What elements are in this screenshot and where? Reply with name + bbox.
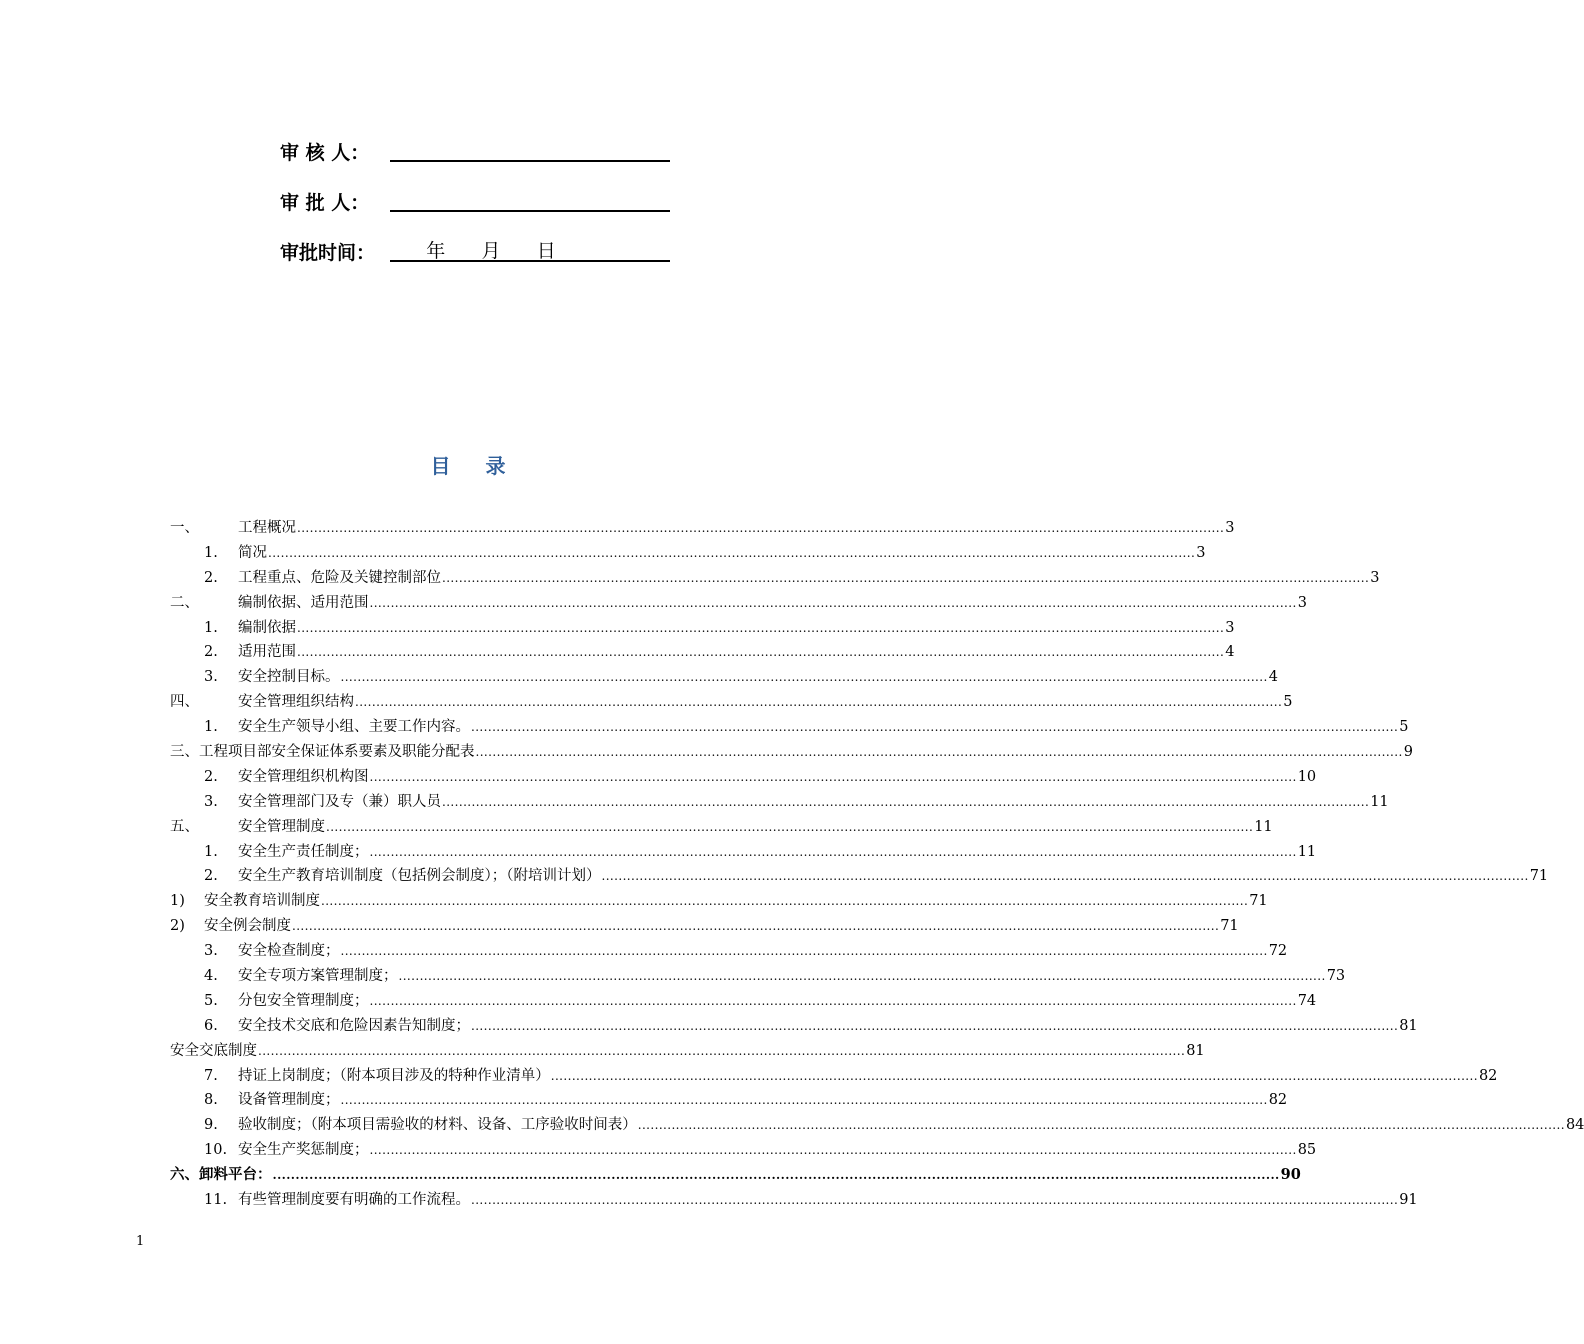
toc-entry-number: 3. xyxy=(204,793,218,810)
toc-entry-number: 7. xyxy=(204,1067,218,1084)
toc-entry-page: 84 xyxy=(1565,1117,1584,1134)
toc-entry-text: 安全生产奖惩制度； xyxy=(238,1142,369,1159)
toc-entry-number: 11. xyxy=(204,1192,228,1209)
toc-entry-page: 3 xyxy=(1196,544,1206,561)
toc-entry[interactable] xyxy=(170,516,1235,541)
toc-entry-number: 10. xyxy=(204,1142,228,1159)
toc-entry[interactable] xyxy=(170,715,1409,740)
toc-entry-text: 有些管理制度要有明确的工作流程。 xyxy=(238,1192,470,1209)
toc-dot-leader: ............................................................................................................................................................................................................................ xyxy=(369,993,1297,1008)
toc-entry-text: 安全交底制度 xyxy=(170,1042,257,1059)
toc-entry-number: 6. xyxy=(204,1017,218,1034)
toc-entry[interactable] xyxy=(170,1188,1418,1213)
toc-entry-text: 安全管理制度 xyxy=(238,818,325,835)
toc-entry-page: 81 xyxy=(1186,1042,1205,1059)
toc-entry-page: 91 xyxy=(1399,1192,1418,1209)
toc-entry-number: 1. xyxy=(204,619,218,636)
toc-dot-leader: ............................................................................................................................................................................................................................ xyxy=(272,1168,1280,1183)
toc-entry-page: 11 xyxy=(1297,843,1317,860)
toc-dot-leader: ............................................................................................................................................................................................................................ xyxy=(550,1068,1478,1083)
toc-entry-number: 五、 xyxy=(170,818,199,835)
toc-dot-leader: ............................................................................................................................................................................................................................ xyxy=(601,869,1529,884)
toc-dot-leader: ............................................................................................................................................................................................................................ xyxy=(292,919,1220,934)
toc-entry-text: 安全生产教育培训制度（包括例会制度）；（附培训计划） xyxy=(238,868,601,885)
toc-entry-page: 90 xyxy=(1280,1166,1301,1184)
toc-entry[interactable] xyxy=(170,591,1307,616)
approval-date-placeholder: 年 月 日 xyxy=(390,240,556,262)
toc-entry-text: 六、卸料平台： xyxy=(170,1166,272,1184)
toc-entry-page: 82 xyxy=(1478,1067,1498,1084)
toc-entry-number: 1. xyxy=(204,843,218,860)
toc-entry-number: 1) xyxy=(170,893,185,910)
toc-entry-page: 73 xyxy=(1326,968,1346,985)
toc-dot-leader: ............................................................................................................................................................................................................................ xyxy=(297,521,1225,535)
toc-entry-text: 安全管理部门及专（兼）职人员 xyxy=(238,793,441,810)
toc-entry[interactable] xyxy=(170,690,1293,715)
toc-entry[interactable] xyxy=(170,1113,1584,1138)
toc-entry-text: 设备管理制度； xyxy=(238,1092,340,1109)
toc-entry-page: 10 xyxy=(1297,768,1317,785)
toc-entry[interactable] xyxy=(170,566,1380,591)
toc-entry-number: 5. xyxy=(204,992,218,1009)
toc-entry-text: 简况 xyxy=(238,544,267,561)
toc-dot-leader: ............................................................................................................................................................................................................................ xyxy=(369,769,1297,784)
toc-dot-leader: ............................................................................................................................................................................................................................ xyxy=(475,745,1403,760)
toc-dot-leader: ............................................................................................................................................................................................................................ xyxy=(258,1043,1186,1058)
toc-entry-page: 4 xyxy=(1268,669,1278,686)
toc-entry-number: 4. xyxy=(204,968,218,985)
toc-entry-text: 编制依据、适用范围 xyxy=(238,594,369,611)
approval-time-line xyxy=(390,260,670,262)
toc-dot-leader: ............................................................................................................................................................................................................................ xyxy=(471,1193,1399,1208)
toc-entry-number: 3. xyxy=(204,669,218,686)
toc-entry-text: 安全技术交底和危险因素告知制度； xyxy=(238,1017,470,1034)
toc-dot-leader: ............................................................................................................................................................................................................................ xyxy=(637,1118,1565,1133)
toc-entry-text: 持证上岗制度；（附本项目涉及的特种作业清单） xyxy=(238,1067,550,1084)
toc-entry[interactable] xyxy=(170,939,1288,964)
toc-dot-leader: ............................................................................................................................................................................................................................ xyxy=(369,595,1297,610)
toc-entry-page: 11 xyxy=(1370,793,1389,810)
toc-entry-text: 验收制度；（附本项目需验收的材料、设备、工序验收时间表） xyxy=(238,1117,637,1134)
toc-entry[interactable] xyxy=(170,1088,1288,1113)
toc-entry[interactable] xyxy=(170,1014,1418,1039)
toc-entry-number: 四、 xyxy=(170,694,199,711)
toc-entry-number: 1. xyxy=(204,544,218,561)
toc-dot-leader: ............................................................................................................................................................................................................................ xyxy=(340,1093,1268,1108)
toc-entry-text: 安全控制目标。 xyxy=(238,669,340,686)
toc-entry-page: 3 xyxy=(1370,569,1380,586)
toc-dot-leader: ............................................................................................................................................................................................................................ xyxy=(442,570,1370,585)
table-of-contents xyxy=(170,516,1584,1213)
toc-dot-leader: ............................................................................................................................................................................................................................ xyxy=(297,620,1225,635)
toc-entry-text: 工程概况 xyxy=(238,520,296,536)
toc-entry-number: 二、 xyxy=(170,594,199,611)
toc-dot-leader: ............................................................................................................................................................................................................................ xyxy=(398,969,1326,984)
toc-entry-number: 2. xyxy=(204,868,218,885)
page-number: 1 xyxy=(136,1234,145,1249)
toc-dot-leader: ............................................................................................................................................................................................................................ xyxy=(355,695,1283,710)
toc-dot-leader: ............................................................................................................................................................................................................................ xyxy=(321,894,1249,909)
toc-entry-text: 工程重点、危险及关键控制部位 xyxy=(238,569,441,586)
toc-entry-page: 82 xyxy=(1268,1092,1288,1109)
toc-entry-page: 74 xyxy=(1297,992,1317,1009)
toc-entry[interactable] xyxy=(170,765,1317,790)
toc-entry-text: 安全检查制度； xyxy=(238,943,340,960)
toc-dot-leader: ............................................................................................................................................................................................................................ xyxy=(369,1143,1297,1158)
toc-entry-number: 8. xyxy=(204,1092,218,1109)
toc-entry[interactable] xyxy=(170,616,1235,641)
toc-entry-number: 2. xyxy=(204,768,218,785)
toc-dot-leader: ............................................................................................................................................................................................................................ xyxy=(297,645,1225,660)
toc-entry-page: 3 xyxy=(1297,594,1307,611)
toc-entry[interactable] xyxy=(170,815,1273,840)
toc-entry-text: 安全生产领导小组、主要工作内容。 xyxy=(238,719,470,736)
toc-title: 目 录 xyxy=(430,454,520,478)
approver-label: 审 批 人： xyxy=(280,192,370,214)
toc-entry-page: 4 xyxy=(1225,644,1235,661)
approval-time-label: 审批时间： xyxy=(280,242,376,264)
toc-entry[interactable] xyxy=(170,1039,1205,1064)
toc-entry-number: 2. xyxy=(204,644,218,661)
toc-entry[interactable] xyxy=(170,864,1549,889)
toc-entry-number: 2. xyxy=(204,569,218,586)
toc-entry-text: 安全专项方案管理制度； xyxy=(238,968,398,985)
toc-entry[interactable] xyxy=(170,964,1346,989)
toc-entry[interactable] xyxy=(170,1064,1498,1089)
toc-entry[interactable] xyxy=(170,665,1278,690)
toc-entry[interactable] xyxy=(170,740,1413,765)
toc-entry-text: 编制依据 xyxy=(238,619,296,636)
toc-entry-text: 安全教育培训制度 xyxy=(204,893,320,910)
toc-entry-page: 3 xyxy=(1225,619,1235,636)
toc-entry-page: 81 xyxy=(1399,1017,1418,1034)
toc-entry[interactable] xyxy=(170,989,1317,1014)
toc-entry[interactable] xyxy=(170,889,1268,914)
toc-entry-page: 72 xyxy=(1268,943,1288,960)
toc-dot-leader: ............................................................................................................................................................................................................................ xyxy=(340,670,1268,685)
toc-entry-number: 1. xyxy=(204,719,218,736)
toc-entry-page: 85 xyxy=(1297,1142,1317,1159)
toc-dot-leader: ............................................................................................................................................................................................................................ xyxy=(442,794,1370,809)
toc-entry-page: 71 xyxy=(1249,893,1268,910)
toc-entry-text: 分包安全管理制度； xyxy=(238,992,369,1009)
reviewer-signature-line xyxy=(390,160,670,162)
toc-entry-page: 5 xyxy=(1283,694,1293,711)
toc-entry-page: 71 xyxy=(1529,868,1549,885)
toc-entry[interactable] xyxy=(170,541,1206,566)
toc-entry-number: 3. xyxy=(204,943,218,960)
toc-entry-text: 适用范围 xyxy=(238,644,296,661)
toc-entry-number: 9. xyxy=(204,1117,218,1134)
toc-entry[interactable] xyxy=(170,1138,1317,1163)
toc-entry-page: 71 xyxy=(1220,918,1239,935)
toc-dot-leader: ............................................................................................................................................................................................................................ xyxy=(340,944,1268,959)
toc-entry[interactable] xyxy=(170,1163,1301,1188)
toc-entry[interactable] xyxy=(170,840,1317,865)
toc-entry[interactable] xyxy=(170,914,1239,939)
toc-dot-leader: ............................................................................................................................................................................................................................ xyxy=(471,720,1399,735)
toc-entry-text: 三、工程项目部安全保证体系要素及职能分配表 xyxy=(170,744,475,761)
toc-entry-page: 5 xyxy=(1399,719,1409,736)
toc-entry-text: 安全管理组织结构 xyxy=(238,694,354,711)
toc-entry[interactable] xyxy=(170,640,1235,665)
toc-entry-text: 安全管理组织机构图 xyxy=(238,768,369,785)
approver-signature-line xyxy=(390,210,670,212)
toc-dot-leader: ............................................................................................................................................................................................................................ xyxy=(326,819,1254,834)
reviewer-label: 审 核 人： xyxy=(280,142,370,164)
toc-entry-text: 安全生产责任制度； xyxy=(238,843,369,860)
toc-entry-page: 11 xyxy=(1254,818,1273,835)
toc-dot-leader: ............................................................................................................................................................................................................................ xyxy=(369,844,1297,859)
toc-entry-text: 安全例会制度 xyxy=(204,918,291,935)
toc-dot-leader: ............................................................................................................................................................................................................................ xyxy=(268,545,1196,560)
toc-entry[interactable] xyxy=(170,790,1389,815)
toc-entry-number: 一、 xyxy=(170,520,199,536)
toc-entry-number: 2) xyxy=(170,918,185,935)
toc-entry-page: 3 xyxy=(1225,520,1235,536)
toc-dot-leader: ............................................................................................................................................................................................................................ xyxy=(471,1018,1399,1033)
toc-entry-page: 9 xyxy=(1403,744,1413,761)
